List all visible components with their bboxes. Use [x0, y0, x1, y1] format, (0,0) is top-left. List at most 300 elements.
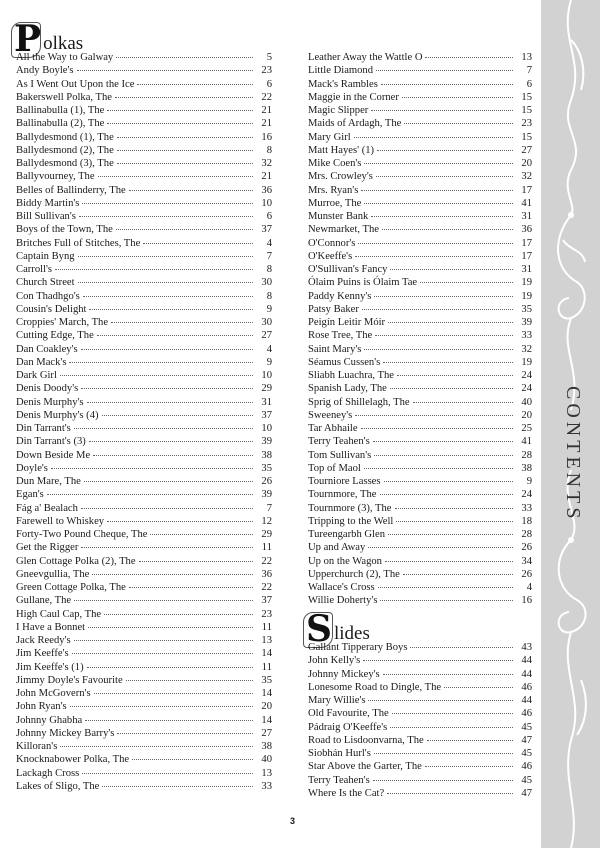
dot-leader: [425, 766, 513, 767]
toc-entry: [308, 369, 532, 382]
page-ref: 22: [261, 555, 272, 567]
tune-title: O'Connor's: [308, 237, 356, 249]
page-ref: 19: [521, 356, 532, 368]
tune-title: Patsy Baker: [308, 303, 359, 315]
page-ref: 46: [521, 761, 532, 773]
page-ref: 35: [521, 303, 532, 315]
dot-leader: [427, 740, 513, 741]
dot-leader: [126, 680, 253, 681]
dot-leader: [420, 282, 513, 283]
page-ref: 24: [521, 370, 532, 381]
dot-leader: [47, 494, 253, 495]
page-ref: 4: [266, 343, 272, 355]
page-ref: 35: [261, 462, 272, 474]
tune-title: Dun Mare, The: [16, 476, 81, 487]
dot-leader: [88, 627, 253, 628]
dot-leader: [139, 561, 253, 562]
polkas-initial: P: [14, 18, 42, 60]
tune-title: Sliabh Luachra, The: [308, 370, 394, 381]
tune-title: Munster Bank: [308, 211, 369, 222]
dot-leader: [380, 600, 513, 601]
page-ref: 13: [521, 52, 532, 63]
tune-title: Egan's: [16, 489, 44, 501]
tune-title: Down Beside Me: [16, 449, 91, 461]
dot-leader: [137, 84, 253, 85]
toc-entry: [308, 541, 532, 554]
dot-leader: [383, 674, 513, 675]
toc-entry: [16, 780, 272, 793]
dot-leader: [383, 362, 513, 363]
page-ref: 6: [526, 78, 532, 90]
page-ref: 39: [521, 317, 532, 328]
page-ref: 9: [266, 303, 272, 315]
tune-title: Din Tarrant's (3): [16, 436, 86, 448]
toc-entry: [308, 435, 532, 448]
page-ref: 21: [261, 118, 272, 130]
toc-entry: [308, 515, 532, 528]
page-ref: 34: [521, 555, 532, 567]
toc-entry: [16, 369, 272, 382]
toc-entry: [16, 223, 272, 236]
dot-leader: [81, 349, 253, 350]
dot-leader: [364, 468, 513, 469]
page-ref: 6: [266, 78, 272, 90]
toc-entry: [308, 117, 532, 130]
page-ref: 30: [261, 277, 272, 289]
dot-leader: [116, 57, 253, 58]
toc-entry: [16, 687, 272, 700]
dot-leader: [358, 243, 513, 244]
dot-leader: [410, 647, 513, 648]
dot-leader: [97, 335, 253, 336]
toc-entry: [16, 210, 272, 223]
toc-entry: [16, 581, 272, 594]
toc-entry: [16, 197, 272, 210]
tune-title: Mary Willie's: [308, 695, 366, 706]
dot-leader: [395, 508, 514, 509]
tune-title: Jim Keeffe's (1): [16, 661, 84, 673]
toc-entry: [16, 117, 272, 130]
toc-entry: [16, 608, 272, 621]
toc-entry: [308, 184, 532, 197]
dot-leader: [376, 176, 513, 177]
tune-title: Ballinabulla (1), The: [16, 105, 105, 116]
tune-title: Newmarket, The: [308, 224, 379, 236]
dot-leader: [78, 256, 253, 257]
tune-title: Star Above the Garter, The: [308, 761, 422, 773]
page-ref: 7: [266, 250, 272, 262]
page-ref: 45: [521, 721, 532, 733]
dot-leader: [362, 309, 513, 310]
page-ref: 18: [521, 515, 532, 527]
toc-entry: [16, 184, 272, 197]
tune-title: Ólaim Puins is Ólaim Tae: [308, 277, 418, 289]
toc-entry: [16, 170, 272, 183]
toc-entry: [16, 767, 272, 780]
dot-leader: [382, 229, 513, 230]
tune-title: Dark Girl: [16, 370, 57, 381]
dot-leader: [150, 534, 253, 535]
tune-title: Leather Away the Wattle O: [308, 52, 423, 63]
page-ref: 17: [521, 237, 532, 249]
toc-entry: [308, 502, 532, 515]
page-ref: 46: [521, 708, 532, 720]
toc-entry: [308, 475, 532, 488]
page-ref: 14: [261, 714, 272, 726]
page-ref: 32: [521, 171, 532, 183]
toc-entry: [308, 210, 532, 223]
dot-leader: [116, 229, 253, 230]
dot-leader: [98, 176, 253, 177]
page-ref: 45: [521, 748, 532, 759]
toc-entry: [308, 356, 532, 369]
page-ref: 27: [261, 330, 272, 342]
tune-title: Belles of Ballinderry, The: [16, 184, 126, 196]
tune-title: Biddy Martin's: [16, 197, 80, 209]
tune-title: Upperchurch (2), The: [308, 568, 400, 580]
tune-title: Denis Murphy's: [16, 396, 84, 408]
dot-leader: [51, 468, 253, 469]
tune-title: John McGovern's: [16, 688, 91, 699]
tune-title: Up and Away: [308, 542, 366, 554]
dot-leader: [355, 415, 513, 416]
dot-leader: [74, 428, 253, 429]
dot-leader: [82, 203, 253, 204]
tune-title: Jack Reedy's: [16, 635, 71, 646]
tune-title: Murroe, The: [308, 197, 362, 209]
toc-entry: [16, 263, 272, 276]
page-ref: 47: [521, 734, 532, 746]
page-ref: 9: [526, 476, 532, 487]
dot-leader: [129, 190, 253, 191]
toc-entry: [16, 131, 272, 144]
dot-leader: [84, 481, 253, 482]
polkas-column-right: [308, 51, 532, 608]
dot-leader: [375, 335, 513, 336]
toc-entry: [308, 787, 532, 800]
page-ref: 37: [261, 224, 272, 236]
dot-leader: [364, 163, 513, 164]
page-ref: 7: [526, 65, 532, 77]
tune-title: Green Cottage Polka, The: [16, 582, 126, 593]
dot-leader: [111, 322, 253, 323]
tune-title: Lackagh Cross: [16, 767, 80, 779]
tune-title: Up on the Wagon: [308, 555, 382, 567]
tune-title: O'Keeffe's: [308, 250, 353, 262]
dot-leader: [378, 587, 513, 588]
dot-leader: [355, 256, 513, 257]
page-ref: 21: [261, 105, 272, 116]
toc-entry: [16, 555, 272, 568]
toc-entry: [308, 396, 532, 409]
toc-entry: [308, 223, 532, 236]
tune-title: Ballydesmond (1), The: [16, 131, 114, 143]
page-ref: 31: [521, 264, 532, 275]
dot-leader: [72, 653, 253, 654]
dot-leader: [79, 216, 253, 217]
toc-entry: [308, 51, 532, 64]
tune-title: All the Way to Galway: [16, 52, 114, 63]
toc-entry: [308, 91, 532, 104]
page-ref: 7: [266, 502, 272, 514]
toc-entry: [16, 674, 272, 687]
dot-leader: [93, 455, 253, 456]
tune-title: Bill Sullivan's: [16, 211, 76, 222]
tune-title: Ballinabulla (2), The: [16, 118, 105, 130]
tune-title: Gallant Tipperary Boys: [308, 642, 408, 653]
page-ref: 5: [266, 52, 272, 63]
page-ref: 20: [521, 158, 532, 169]
dot-leader: [87, 667, 253, 668]
toc-entry: [16, 515, 272, 528]
toc-entry: [16, 435, 272, 448]
page-ref: 8: [266, 144, 272, 156]
page-ref: 19: [521, 290, 532, 302]
page-number: 3: [290, 816, 296, 826]
toc-entry: [308, 734, 532, 747]
dot-leader: [388, 322, 513, 323]
page-ref: 27: [261, 727, 272, 739]
toc-entry: [308, 303, 532, 316]
dot-leader: [390, 269, 513, 270]
page-ref: 23: [521, 118, 532, 130]
page-ref: 35: [261, 674, 272, 686]
page-ref: 11: [261, 542, 272, 554]
page-ref: 15: [521, 105, 532, 116]
dot-leader: [107, 521, 253, 522]
tune-title: Croppies' March, The: [16, 317, 109, 328]
toc-entry: [16, 488, 272, 501]
tune-title: Wallace's Cross: [308, 582, 375, 593]
toc-entry: [16, 753, 272, 766]
dot-leader: [82, 773, 253, 774]
dot-leader: [364, 349, 513, 350]
page-ref: 40: [261, 754, 272, 766]
tune-title: Din Tarrant's: [16, 423, 71, 434]
dot-leader: [60, 375, 253, 376]
toc-entry: [308, 144, 532, 157]
dot-leader: [89, 309, 253, 310]
dot-leader: [404, 123, 513, 124]
dot-leader: [373, 441, 513, 442]
toc-entry: [16, 541, 272, 554]
toc-entry: [16, 250, 272, 263]
page-ref: 19: [521, 277, 532, 289]
tune-title: Sprig of Shillelagh, The: [308, 396, 410, 408]
tune-title: Con Thadhgo's: [16, 290, 80, 302]
page-ref: 24: [521, 383, 532, 395]
tune-title: Lakes of Sligo, The: [16, 780, 100, 792]
page-ref: 37: [261, 595, 272, 607]
tune-title: Peigín Leitir Móir: [308, 317, 386, 328]
page-ref: 47: [521, 787, 532, 799]
tune-title: Johnny Mickey's: [308, 668, 380, 680]
slides-heading: [306, 608, 370, 650]
page-ref: 44: [521, 655, 532, 667]
page-ref: 8: [266, 264, 272, 275]
tune-title: Mrs. Ryan's: [308, 184, 359, 196]
dot-leader: [402, 97, 513, 98]
toc-entry: [16, 303, 272, 316]
tune-title: Maids of Ardagh, The: [308, 118, 402, 130]
tune-title: Get the Rigger: [16, 542, 79, 554]
page-ref: 41: [521, 197, 532, 209]
page-ref: 15: [521, 91, 532, 103]
toc-entry: [308, 422, 532, 435]
tune-title: Denis Murphy's (4): [16, 409, 99, 421]
toc-entry: [308, 64, 532, 77]
page-ref: 13: [261, 767, 272, 779]
dot-leader: [361, 190, 513, 191]
page-ref: 36: [521, 224, 532, 236]
toc-entry: [16, 422, 272, 435]
page-ref: 32: [521, 343, 532, 355]
toc-entry: [308, 343, 532, 356]
dot-leader: [102, 415, 253, 416]
tune-title: Paddy Kenny's: [308, 290, 372, 302]
page-ref: 40: [521, 396, 532, 408]
page-ref: 16: [261, 131, 272, 143]
tune-title: Tripping to the Well: [308, 515, 394, 527]
page-ref: 10: [261, 423, 272, 434]
toc-entry: [16, 568, 272, 581]
page-ref: 31: [521, 211, 532, 222]
tune-title: Road to Lisdoonvarna, The: [308, 734, 424, 746]
page-ref: 17: [521, 184, 532, 196]
tune-title: O'Sullivan's Fancy: [308, 264, 388, 275]
dot-leader: [70, 706, 253, 707]
dot-leader: [354, 137, 513, 138]
tune-title: Tar Abhaile: [308, 423, 358, 434]
tune-title: Old Favourite, The: [308, 708, 389, 720]
dot-leader: [403, 574, 513, 575]
tune-title: High Caul Cap, The: [16, 608, 102, 620]
dot-leader: [92, 574, 253, 575]
page-ref: 25: [521, 423, 532, 434]
tune-title: Lonesome Road to Dingle, The: [308, 681, 442, 693]
dot-leader: [413, 402, 513, 403]
dot-leader: [104, 614, 253, 615]
tune-title: Mack's Rambles: [308, 78, 378, 90]
polkas-column-left: [16, 51, 272, 793]
tune-title: Tournmore (3), The: [308, 502, 392, 514]
toc-entry: [16, 661, 272, 674]
tune-title: Willie Doherty's: [308, 595, 378, 607]
dot-leader: [77, 70, 253, 71]
dot-leader: [397, 375, 513, 376]
dot-leader: [129, 587, 253, 588]
dot-leader: [74, 600, 253, 601]
page-ref: 36: [261, 568, 272, 580]
page-ref: 38: [261, 741, 272, 752]
dot-leader: [117, 150, 253, 151]
tune-title: Matt Hayes' (1): [308, 144, 375, 156]
dot-leader: [368, 547, 513, 548]
sidebar-title: CONTENTS: [562, 386, 584, 523]
toc-entry: [16, 237, 272, 250]
dot-leader: [374, 753, 513, 754]
toc-entry: [308, 131, 532, 144]
dot-leader: [384, 481, 513, 482]
page-ref: 4: [266, 237, 272, 249]
dot-leader: [89, 441, 253, 442]
toc-entry: [16, 449, 272, 462]
tune-title: Forty-Two Pound Cheque, The: [16, 529, 148, 540]
tune-title: Tureengarbh Glen: [308, 529, 385, 540]
tune-title: Glen Cottage Polka (2), The: [16, 555, 136, 567]
tune-title: Fág a' Bealach: [16, 502, 78, 514]
dot-leader: [81, 508, 253, 509]
page-ref: 45: [521, 774, 532, 786]
page-ref: 29: [261, 383, 272, 395]
page-ref: 6: [266, 211, 272, 222]
toc-entry: [16, 356, 272, 369]
tune-title: Bakerswell Polka, The: [16, 91, 113, 103]
tune-title: Sweeney's: [308, 409, 353, 421]
tune-title: John Ryan's: [16, 701, 67, 713]
toc-entry: [308, 237, 532, 250]
tune-title: Boys of the Town, The: [16, 224, 113, 236]
page-ref: 46: [521, 681, 532, 693]
toc-entry: [308, 462, 532, 475]
toc-entry: [16, 462, 272, 475]
toc-entry: [308, 170, 532, 183]
tune-title: Saint Mary's: [308, 343, 362, 355]
tune-title: Tom Sullivan's: [308, 449, 372, 461]
tune-title: Mike Coen's: [308, 158, 362, 169]
page-ref: 23: [261, 65, 272, 77]
toc-entry: [308, 488, 532, 501]
page-ref: 33: [521, 330, 532, 342]
tune-title: Ballyvourney, The: [16, 171, 95, 183]
toc-entry: [16, 740, 272, 753]
page-ref: 33: [521, 502, 532, 514]
tune-title: Cutting Edge, The: [16, 330, 94, 342]
page-ref: 33: [261, 780, 272, 792]
dot-leader: [81, 388, 253, 389]
toc-entry: [16, 91, 272, 104]
toc-entry: [16, 382, 272, 395]
page-ref: 43: [521, 642, 532, 653]
page-ref: 30: [261, 317, 272, 328]
toc-entry: [16, 714, 272, 727]
dot-leader: [374, 455, 513, 456]
toc-entry: [16, 727, 272, 740]
page-ref: 27: [521, 144, 532, 156]
toc-entry: [308, 316, 532, 329]
dot-leader: [107, 123, 253, 124]
page-ref: 11: [261, 621, 272, 633]
toc-entry: [308, 290, 532, 303]
toc-entry: [308, 707, 532, 720]
dot-leader: [368, 700, 513, 701]
toc-entry: [308, 668, 532, 681]
dot-leader: [81, 547, 253, 548]
tune-title: John Kelly's: [308, 655, 361, 667]
toc-entry: [308, 409, 532, 422]
dot-leader: [387, 793, 513, 794]
toc-entry: [308, 250, 532, 263]
page-ref: 28: [521, 449, 532, 461]
toc-entry: [16, 64, 272, 77]
page-ref: 16: [521, 595, 532, 607]
toc-entry: [308, 654, 532, 667]
tune-title: Captain Byng: [16, 250, 75, 262]
dot-leader: [363, 660, 513, 661]
toc-entry: [16, 528, 272, 541]
tune-title: Tournmore, The: [308, 489, 377, 501]
toc-entry: [308, 329, 532, 342]
